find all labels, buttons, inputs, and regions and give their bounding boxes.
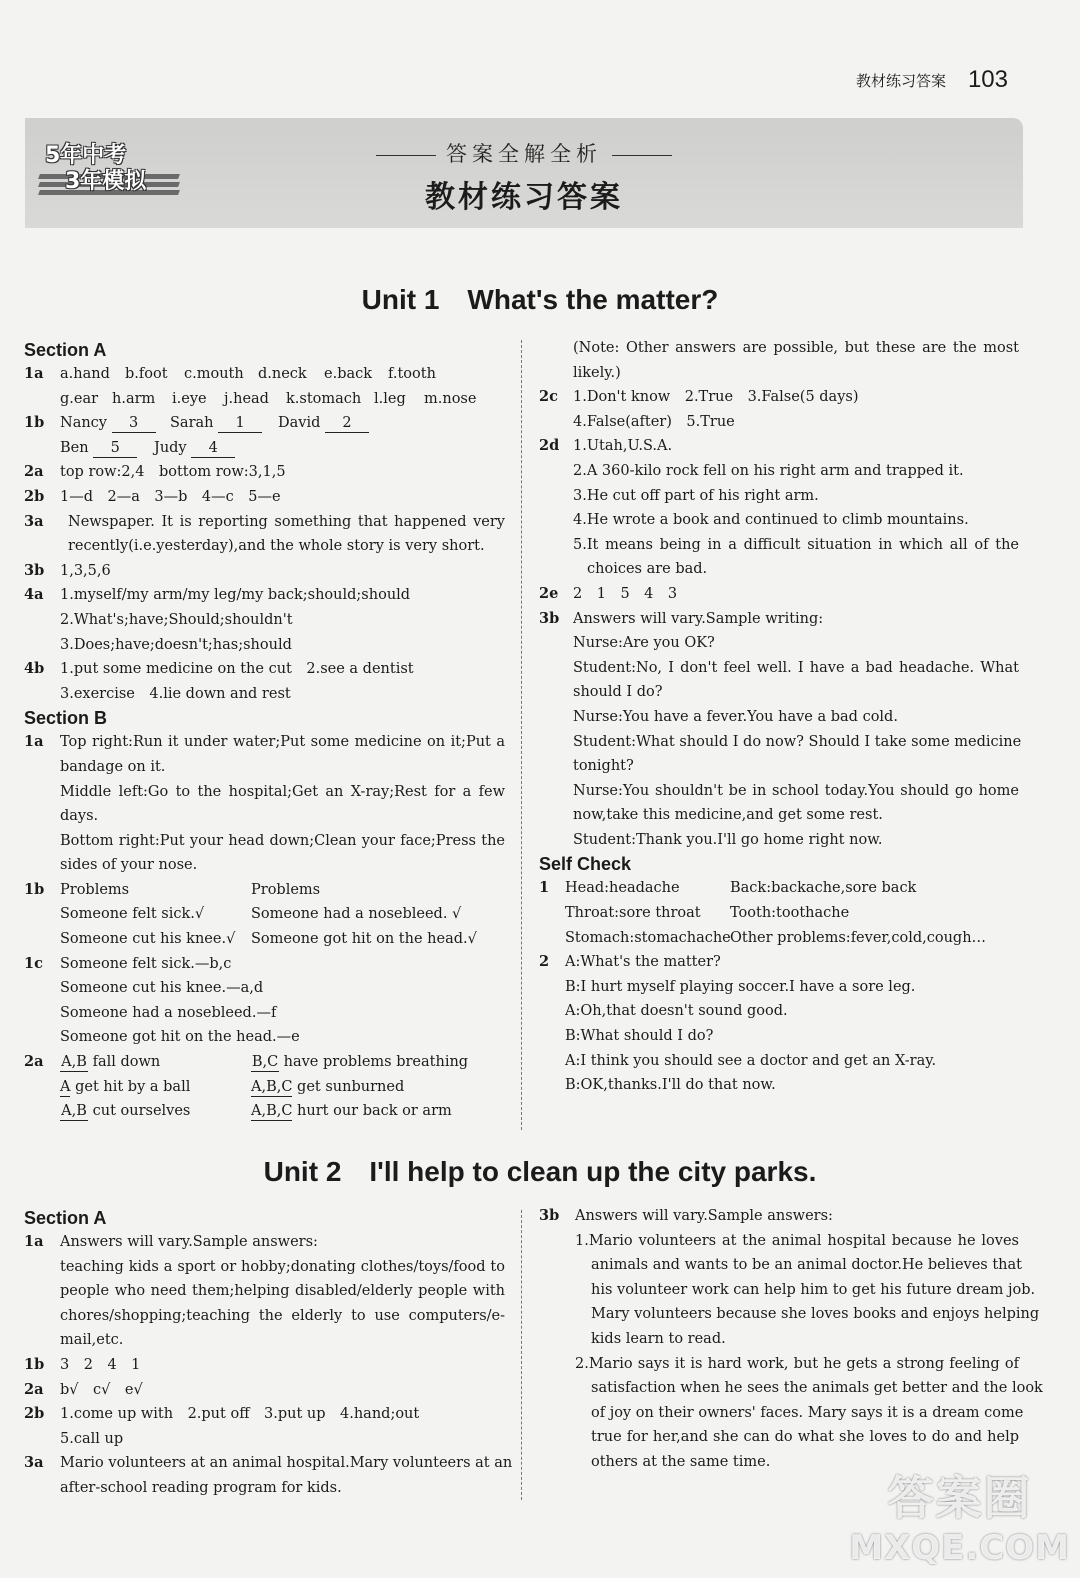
section-b-heading: Section B [24,708,108,729]
answer-4b: 4b 1.put some medicine on the cut 2.see a dentist [24,660,414,678]
answer-b-2a: 2a A,B fall down B,C have problems breathing [24,1053,469,1071]
page-header [856,66,1008,94]
self-check-1: 1 Head:headache Back:backache,sore back [539,879,917,897]
answer-4a: 4a 1.myself/my arm/my leg/my back;should;should [24,586,411,604]
answer-b-1a: 1a Top right:Run it under water;Put some medicine on it;Put a [24,733,505,751]
answer-1a-row2: g.ear h.arm i.eye j.head k.stomach l.leg m.nose [60,390,477,407]
column-divider [521,340,522,1130]
column-divider-2 [521,1210,522,1500]
answer-2a: 2a top row:2,4 bottom row:3,1,5 [24,463,286,481]
banner-title: 教材练习答案 [425,180,623,215]
banner-subtitle: 答案全解全析 [25,138,1023,168]
unit1-title: Unit 1 What's the matter? [361,284,719,315]
answer-1b-row2: Ben 5 Judy 4 [24,436,505,461]
title-banner [25,118,1023,228]
logo-line-1: 5年中考 [45,143,127,168]
unit2-answer-1b: 1b 3 2 4 1 [24,1355,141,1373]
note: (Note: Other answers are possible, but these are the most [573,340,1019,356]
watermark: 答案圈 MXQE.COM [849,1471,1070,1568]
answer-2e: 2e 2 1 5 4 3 [539,584,678,602]
unit2-title: Unit 2 I'll help to clean up the city parks. [263,1156,817,1187]
unit2-answer-2a: 2a b√ c√ e√ [24,1380,143,1398]
unit2-answer-3b: 3b Answers will vary.Sample answers: [539,1207,833,1224]
answer-3b: 3b 1,3,5,6 [24,561,111,579]
unit2-answer-1a: 1a Answers will vary.Sample answers: [24,1233,318,1250]
unit2-section-a-heading: Section A [24,1208,107,1228]
answer-1b-row1: 1b Nancy 3 Sarah 1 David 2 [24,411,505,436]
answer-b-1b: 1b Problems Problems [24,880,321,898]
answer-3b: 3b Answers will vary.Sample writing: [539,609,824,627]
unit2-answer-3a: 3a Mario volunteers at an animal hospital.Mary volunteers at an [24,1454,513,1472]
unit1-right-column: (Note: Other answers are possible, but these are the most likely.) 2c 1.Don't know 2.True 3.False(5 days) 4.False(after) 5.True 2d 1.Utah,U.S.A. 2.A 360-kilo rock fell on his right arm and trapped it. 3.He cut off part of his right arm. 4.He wrote a book and continued to climb mountains. 5.It means being in a difficult situation in which all of the choices are bad. 2e 2 1 5 4 3 3b Answers will vary.Sample writing: Nurse:Are you OK? Student:No, I don't feel well. I have a bad headache. What should I do? Nurse:You have a fever.You have a bad cold. Student:What should I do now? Should I take some medicine tonight? Nurse:You shouldn't be in school today.You should go home now,take this medicine,and get some rest. Student:Thank you.I'll go home right now. Self Check 1 Head:headache Back:backache,sore back Throat:sore throat Tooth:toothache Stomach:stomachache Other problems:fever,cold,cough… 2 A:What's the matter? B:I hurt myself playing soccer.I have a sore leg. A:Oh,that doesn't sound good. B:What should I do? A:I think you should see a doctor and get an X-ray. B:OK,thanks.I'll do that now. [539,336,1019,1098]
answer-2b: 2b 1—d 2—a 3—b 4—c 5—e [24,487,281,505]
unit1-left-column: Section A 1a a.hand b.foot c.mouth d.neck e.back f.tooth g.ear h.arm i.eye j.head k.stomach l.leg m.nose 1b Nancy 3 Sarah 1 David 2 Ben 5 Judy 4 2a top row:2,4 bottom row:3,1,5 2b 1—d 2—a 3—b 4—c 5—e 3a Newspaper. It is reporting something that happened very recently(i.e.yesterday),and the whole story is very short. 3b 1,3,5,6 4a 1.myself/my arm/my leg/my back;should;should 2.What's;have;Should;shouldn't 3.Does;have;doesn't;has;should 4b 1.put some medicine on the cut 2.see a dentist 3.exercise 4.lie down and rest Section B 1a Top right:Run it under water;Put some medicine on it;Put a bandage on it. Middle left:Go to the hospital;Get an X-ray;Rest for a few days. Bottom right:Put your head down;Clean your face;Press the sides of your nose. 1b Problems Problems Someone felt sick.√ Someone had a nosebleed. √ Someone cut his knee.√ Someone got hit on the head.√ 1c Someone felt sick.—b,c Someone cut his knee.—a,d Someone had a nosebleed.—f Someone got hit on the head.—e 2a A,B fall down B,C have problems breathing A get hit by a ball A,B,C get sunburned A,B cut ourselves A,B,C hurt our back or arm [24,340,505,1120]
answer-3a: 3a Newspaper. It is reporting something that happened very [24,512,505,530]
unit2-right-column: 3b Answers will vary.Sample answers: 1.Mario volunteers at the animal hospital because he loves animals and wants to be an animal doctor.He believes that his volunteer work can help him to get his future dream job. Mary volunteers because she loves books and enjoys helping kids learn to read. 2.Mario says it is hard work, but he gets a strong feeling of satisfaction when he sees the animals get better and the look of joy on their owners' faces. Mary says it is a dream come true for her,and she can do what she loves to do and help others at the same time. [539,1204,1019,1475]
logo-line-2: 3年模拟 [65,169,147,194]
page-number: 103 [967,66,1008,93]
unit2-answer-2b: 2b 1.come up with 2.put off 3.put up 4.hand;out [24,1405,420,1423]
unit2-left-column: Section A 1a Answers will vary.Sample answers: teaching kids a sport or hobby;donating clothes/toys/food to people who need them;helping disabled/elderly people with chores/shopping;teaching the elderly to use computers/e- mail,etc. 1b 3 2 4 1 2a b√ c√ e√ 2b 1.come up with 2.put off 3.put up 4.hand;out 5.call up 3a Mario volunteers at an animal hospital.Mary volunteers at an after-school reading program for kids. [24,1208,513,1496]
answer-1a-row1: 1a a.hand b.foot c.mouth d.neck e.back f.tooth [24,365,436,382]
answer-2c: 2c 1.Don't know 2.True 3.False(5 days) [539,388,859,406]
section-a-heading: Section A [24,340,107,360]
answer-b-1c: 1c Someone felt sick.—b,c [24,954,232,972]
header-title: 教材练习答案 [855,71,946,90]
self-check-2: 2 A:What's the matter? [539,953,721,971]
self-check-heading: Self Check [539,854,632,875]
answer-2d: 2d 1.Utah,U.S.A. [539,437,673,455]
